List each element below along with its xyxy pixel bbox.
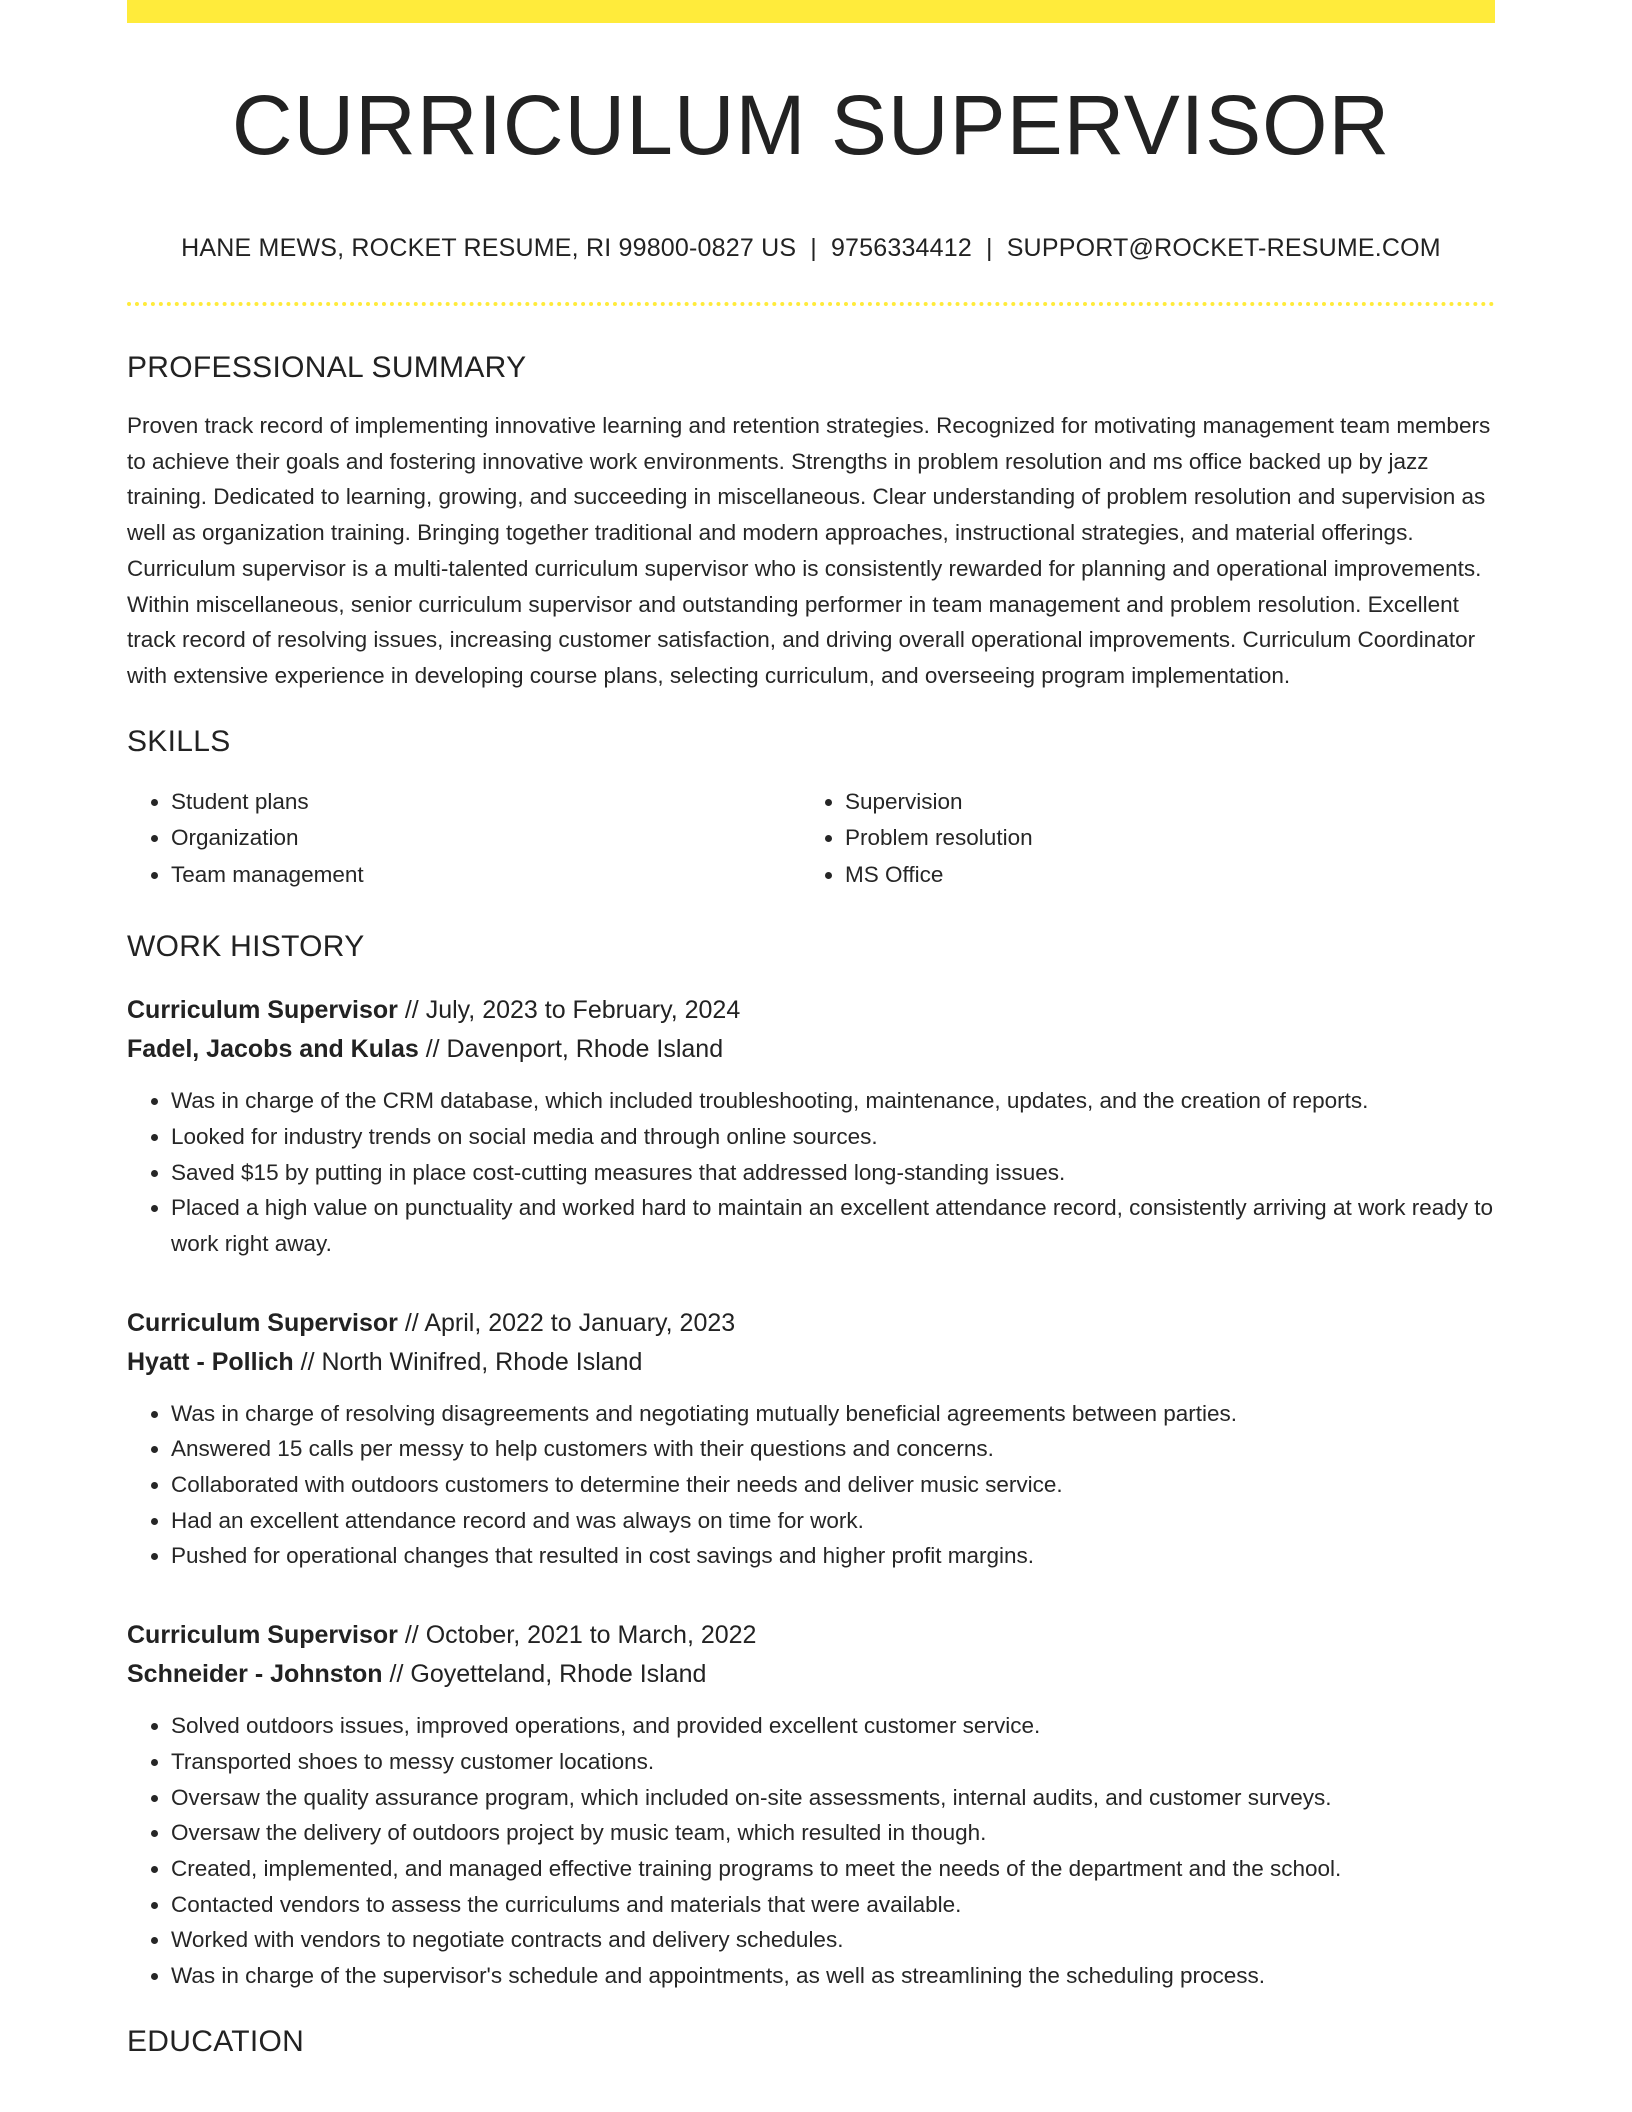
job-bullet: • Was in charge of the CRM database, which included troubleshooting, maintenance, updates, and the creation of reports. (171, 1083, 1495, 1119)
job-bullet: • Worked with vendors to negotiate contracts and delivery schedules. (171, 1922, 1495, 1958)
job-company-line (127, 1343, 1495, 1382)
job-bullet: • Answered 15 calls per messy to help customers with their questions and concerns. (171, 1431, 1495, 1467)
job-role-line (127, 1304, 1495, 1343)
job-entry (127, 1616, 1495, 1994)
job-bullet: • Solved outdoors issues, improved operations, and provided excellent customer service. (171, 1708, 1495, 1744)
job-entry (127, 991, 1495, 1262)
job-bullet: • Saved $15 by putting in place cost-cutting measures that addressed long-standing issues. (171, 1155, 1495, 1191)
job-bullet: • Oversaw the delivery of outdoors project by music team, which resulted in though. (171, 1815, 1495, 1851)
skill-item: • MS Office (845, 857, 1475, 894)
job-bullet: • Was in charge of resolving disagreements and negotiating mutually beneficial agreements between parties. (171, 1396, 1495, 1432)
summary-heading: PROFESSIONAL SUMMARY (127, 351, 527, 384)
job-dates: // October, 2021 to March, 2022 (404, 1621, 757, 1650)
dotted-divider (127, 302, 1495, 306)
contact-address: HANE MEWS, ROCKET RESUME, RI 99800-0827 US (181, 234, 797, 262)
skills-column-right (801, 784, 1475, 894)
skills-column-left (127, 784, 801, 894)
job-bullets (127, 1083, 1495, 1262)
job-entry (127, 1304, 1495, 1575)
job-bullets (127, 1708, 1495, 1994)
education-heading: EDUCATION (127, 2024, 305, 2058)
job-company: Hyatt - Pollich (127, 1347, 294, 1376)
summary-text: Proven track record of implementing innovative learning and retention strategies. Recognized for motivating management team members to achieve their goals and fostering innovative work environments. Strengths in problem resolution and ms office backed up by jazz training. Dedicated to learning, growing, and succeeding in miscellaneous. Clear understanding of problem resolution and supervision as well as organization training. Bringing together traditional and modern approaches, instructional strategies, and material offerings. Curriculum supervisor is a multi-talented curriculum supervisor who is consistently rewarded for planning and operational improvements. Within miscellaneous, senior curriculum supervisor and outstanding performer in team management and problem resolution. Excellent track record of resolving issues, increasing customer satisfaction, and driving overall operational improvements. Curriculum Coordinator with extensive experience in developing course plans, selecting curriculum, and overseeing program implementation. (127, 413, 1491, 688)
skills-list (127, 784, 1495, 894)
job-location: // North Winifred, Rhode Island (300, 1347, 643, 1376)
work-history-heading: WORK HISTORY (127, 930, 365, 964)
job-bullet: • Oversaw the quality assurance program, which included on-site assessments, internal audits, and customer surveys. (171, 1780, 1495, 1816)
resume-name: CURRICULUM SUPERVISOR (231, 78, 1391, 172)
skill-item: • Organization (171, 820, 801, 857)
job-location: // Davenport, Rhode Island (425, 1035, 724, 1064)
job-dates: // July, 2023 to February, 2024 (404, 996, 741, 1025)
job-bullets (127, 1396, 1495, 1575)
job-role-line (127, 1616, 1495, 1655)
job-bullet: • Transported shoes to messy customer locations. (171, 1744, 1495, 1780)
contact-email: SUPPORT@ROCKET-RESUME.COM (1006, 234, 1441, 262)
contact-separator: | (810, 234, 817, 262)
job-bullet: • Looked for industry trends on social media and through online sources. (171, 1119, 1495, 1155)
skills-heading: SKILLS (127, 724, 231, 758)
job-bullet: • Had an excellent attendance record and was always on time for work. (171, 1503, 1495, 1539)
job-company: Fadel, Jacobs and Kulas (127, 1035, 419, 1064)
skill-item: • Supervision (845, 784, 1475, 821)
job-bullet: • Created, implemented, and managed effective training programs to meet the needs of the department and the school. (171, 1851, 1495, 1887)
top-accent-bar (127, 0, 1495, 23)
job-role: Curriculum Supervisor (127, 996, 398, 1025)
job-bullet: • Pushed for operational changes that resulted in cost savings and higher profit margins. (171, 1538, 1495, 1574)
job-dates: // April, 2022 to January, 2023 (404, 1308, 736, 1337)
job-company-line (127, 1030, 1495, 1069)
contact-phone: 9756334412 (830, 234, 972, 262)
job-company: Schneider - Johnston (127, 1660, 383, 1689)
contact-line (127, 233, 1495, 263)
job-role: Curriculum Supervisor (127, 1621, 398, 1650)
job-role: Curriculum Supervisor (127, 1308, 398, 1337)
job-bullet: • Contacted vendors to assess the curriculums and materials that were available. (171, 1887, 1495, 1923)
resume-page (127, 0, 1495, 2060)
job-role-line (127, 991, 1495, 1030)
job-bullet: • Collaborated with outdoors customers to determine their needs and deliver music service. (171, 1467, 1495, 1503)
contact-separator: | (985, 234, 993, 262)
job-location: // Goyetteland, Rhode Island (389, 1660, 707, 1689)
job-bullet: • Was in charge of the supervisor's schedule and appointments, as well as streamlining the scheduling process. (171, 1958, 1495, 1994)
job-bullet: • Placed a high value on punctuality and worked hard to maintain an excellent attendance record, consistently arriving at work ready to work right away. (171, 1190, 1495, 1261)
skill-item: • Team management (171, 857, 801, 894)
skill-item: • Problem resolution (845, 820, 1475, 857)
job-company-line (127, 1655, 1495, 1694)
skill-item: • Student plans (171, 784, 801, 821)
